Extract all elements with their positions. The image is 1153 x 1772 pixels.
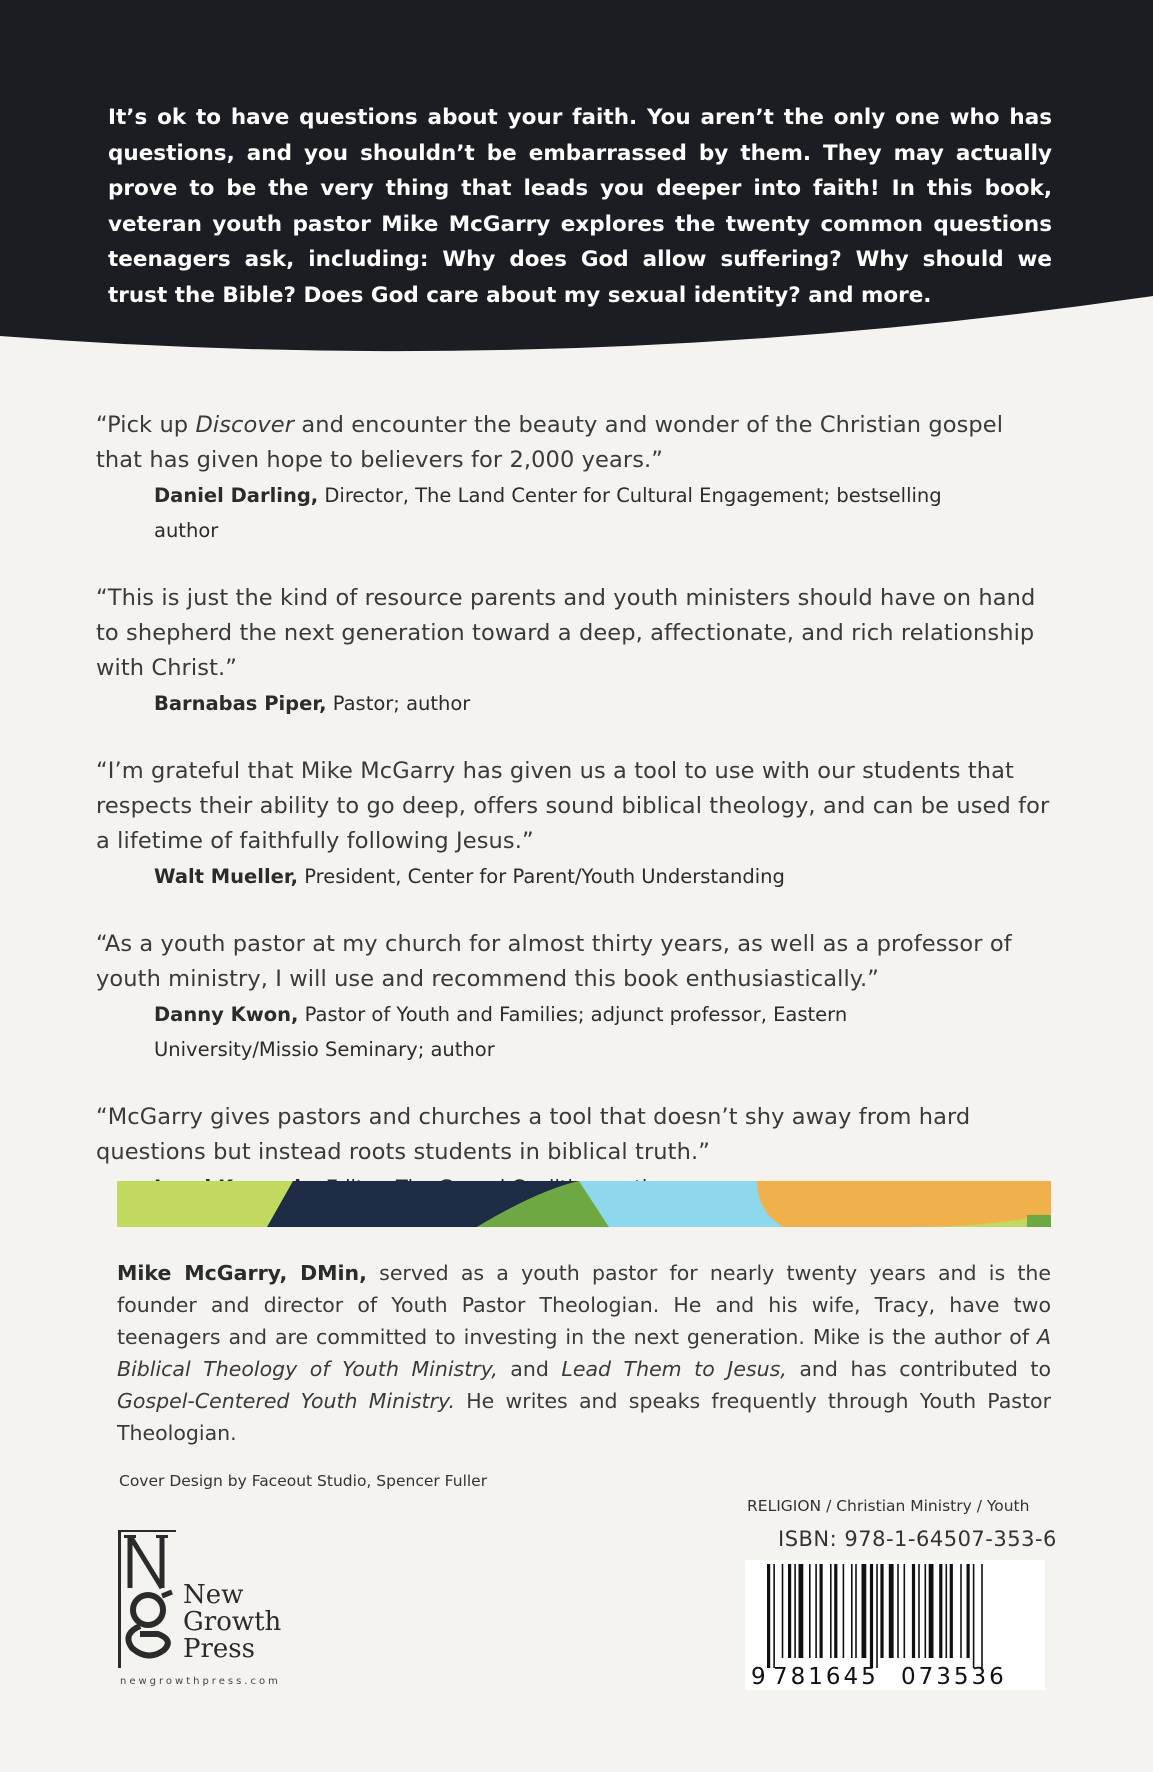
barcode-bar [834,1564,837,1658]
barcode-bar [904,1564,906,1658]
publisher-url: newgrowthpress.com [120,1676,281,1687]
endorsement-quote: “As a youth pastor at my church for almost thirty years, as well as a professor of youth ministry, I will use and recommend this book enthusiastically.” [96,931,1012,992]
endorsement-attribution: Walt Mueller, President, Center for Parent/Youth Understanding [154,865,785,888]
barcode-bar [939,1564,942,1658]
barcode-bar [918,1564,920,1658]
barcode-bar [809,1564,811,1658]
strip-corner [1027,1215,1051,1227]
publisher-name-line: Growth [183,1607,282,1637]
barcode-bar [950,1564,953,1658]
barcode-bar [946,1564,948,1658]
strip-orange [757,1181,1051,1227]
isbn-barcode [745,1560,1045,1690]
endorsement [96,581,1056,721]
endorsement-quote: “I’m grateful that Mike McGarry has given us a tool to use with our students that respects their ability to go deep, offers sound biblical theology, and can be used for a lifetime of faithfully following Jesus.” [96,758,1050,854]
barcode-bar [870,1564,873,1668]
endorsement-quote: “McGarry gives pastors and churches a tool that doesn’t shy away from hard questions but instead roots students in biblical truth.” [96,1104,971,1165]
barcode-bar [876,1564,878,1668]
endorsement-quote: “This is just the kind of resource parents and youth ministers should have on hand to shepherd the next generation toward a deep, affectionate, and rich relationship with Christ.” [96,585,1036,681]
barcode-bar [889,1564,894,1658]
endorsement-quote: “Pick up Discover and encounter the beauty and wonder of the Christian gospel that has given hope to believers for 2,000 years.” [96,412,1004,473]
decorative-color-strip [117,1181,1051,1227]
publisher-monogram-icon [118,1530,178,1668]
barcode-bar [830,1564,832,1658]
barcode-digits-left: 781645 [773,1664,879,1690]
barcode-bar [880,1564,883,1658]
barcode-bar [788,1564,791,1658]
barcode-bar [851,1564,853,1658]
barcode-bar [897,1564,899,1658]
barcode-digit-first: 9 [751,1664,766,1690]
barcode-bar [799,1564,804,1658]
endorsement [96,408,1056,548]
isbn-number: ISBN: 978-1-64507-353-6 [778,1527,1057,1551]
endorsement-attribution: Barnabas Piper, Pastor; author [154,692,471,715]
publisher-logo [118,1530,318,1690]
barcode-bar [843,1564,845,1658]
barcode-bar [929,1564,934,1658]
endorsement [96,754,1056,894]
barcode-bar [855,1564,857,1658]
barcode-bar [782,1564,784,1658]
endorsements [96,408,1056,1238]
strip-sky [579,1181,783,1227]
barcode-digits-right: 073536 [901,1664,1007,1690]
barcode-bar [912,1564,915,1658]
barcode-bar [973,1564,975,1668]
endorsement-attribution: Daniel Darling, Director, The Land Center for Cultural Engagement; bestselling author [154,484,942,542]
barcode-bar [960,1564,962,1658]
barcode-bar [862,1564,867,1658]
barcode-bar [773,1564,775,1668]
barcode-bar [794,1564,796,1658]
publisher-name-line: Press [183,1634,255,1664]
barcode-bar [925,1564,927,1658]
barcode-bar [815,1564,817,1658]
barcode-bar [967,1564,970,1658]
barcode-bar [981,1564,983,1668]
endorsement-attribution: Danny Kwon, Pastor of Youth and Families; adjunct professor, Eastern University/Missio Seminary; author [154,1003,848,1061]
cover-design-credit: Cover Design by Faceout Studio, Spencer Fuller [119,1472,488,1490]
endorsement [96,927,1056,1067]
barcode-bar [767,1564,770,1668]
author-bio: Mike McGarry, DMin, served as a youth pastor for nearly twenty years and is the founder and director of Youth Pastor Theologian. He and his wife, Tracy, have two teenagers and are committed to investing in the next generation. Mike is the author of A Biblical Theology of Youth Ministry, and Lead Them to Jesus, and has contributed to Gospel-Centered Youth Ministry. He writes and speaks frequently through Youth Pastor Theologian. [117,1261,1051,1445]
publisher-name [183,1582,281,1663]
back-cover-blurb: It’s ok to have questions about your faith. You aren’t the only one who has questions, and you shouldn’t be embarrassed by them. They may actually prove to be the very thing that leads you deeper into faith! In this book, veteran youth pastor Mike McGarry explores the twenty common questions teenagers ask, including: Why does God allow suffering? Why should we trust the Bible? Does God care about my sexual identity? and more. [108,105,1052,308]
barcode-bar [820,1564,823,1658]
publisher-name-line: New [183,1580,244,1610]
bisac-category: RELIGION / Christian Ministry / Youth [747,1497,1030,1515]
